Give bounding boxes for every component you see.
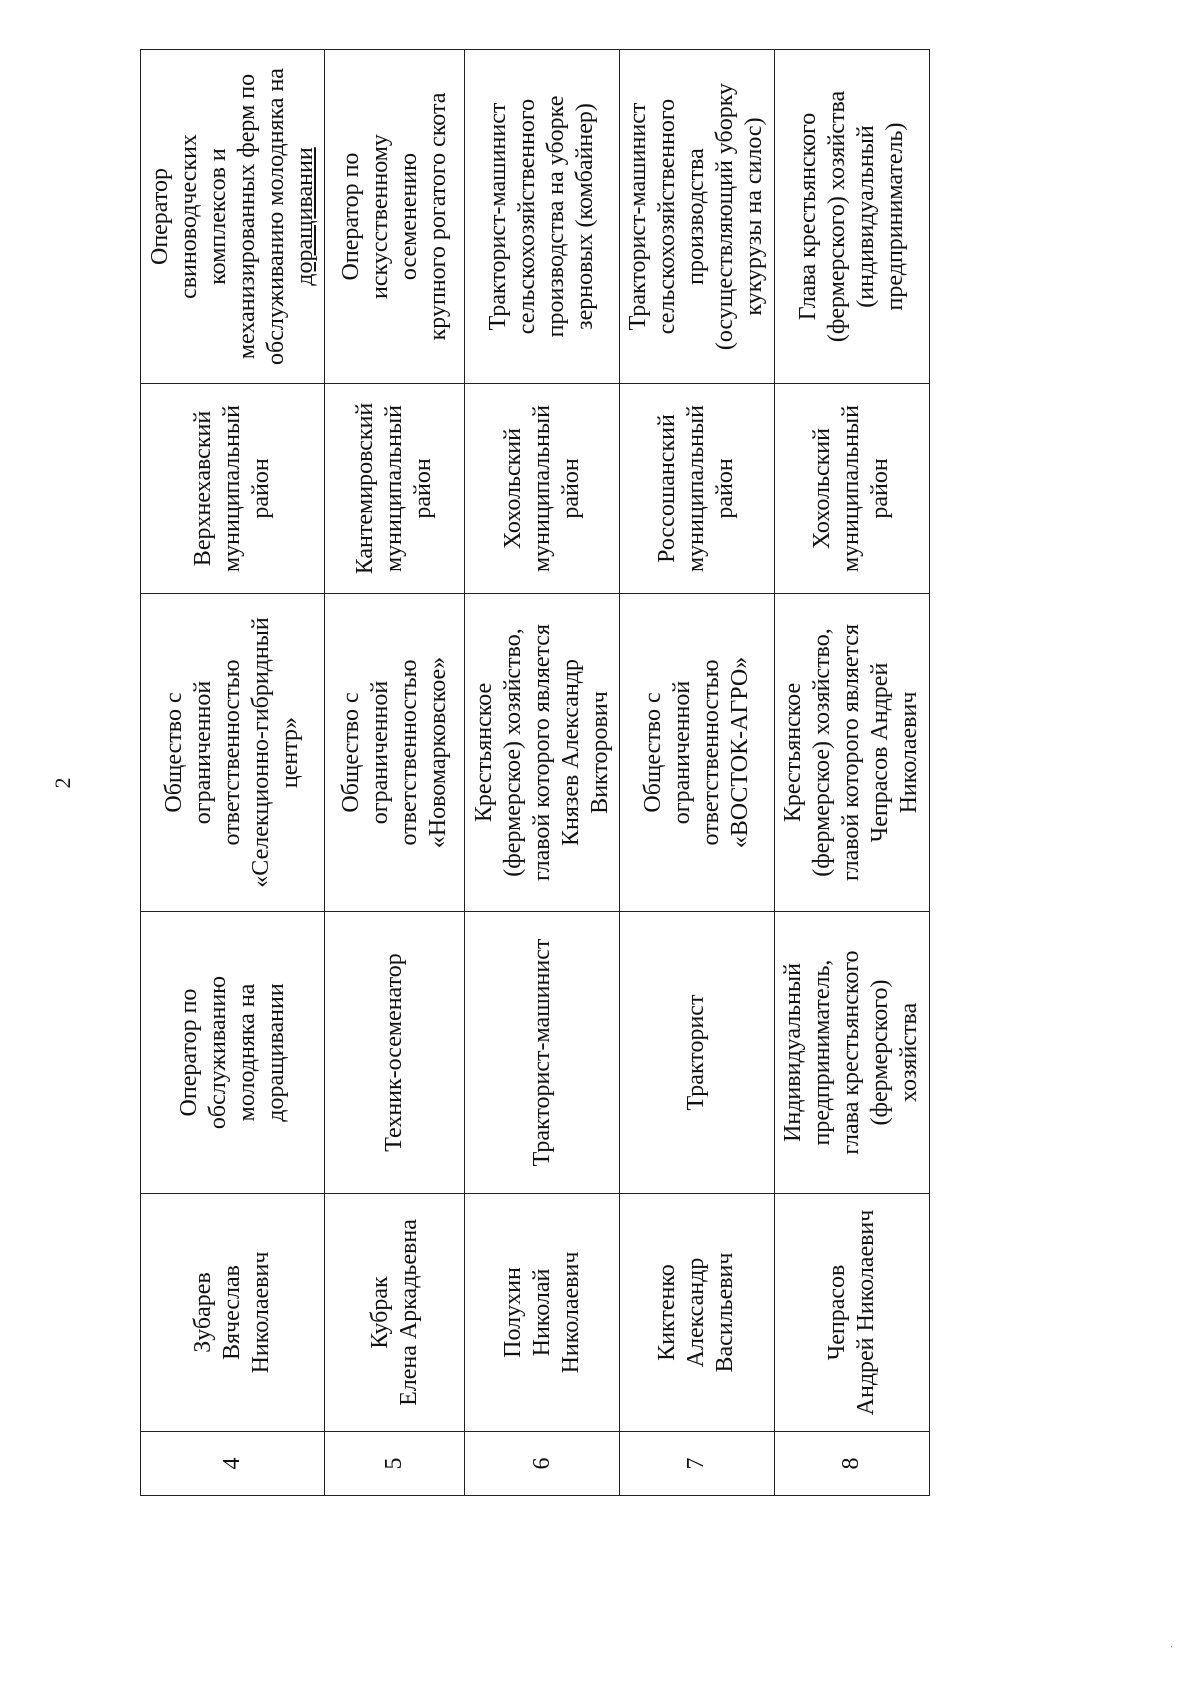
- profession-text: Оператор по искусственному осеменению крупного рогатого скота: [325, 50, 465, 384]
- job-position: Оператор по обслуживанию молодняка на доращивании: [141, 912, 325, 1194]
- organization-name: Крестьянское (фермерское) хозяйство, главой которого является Чепрасов Андрей Николаевич: [774, 594, 929, 912]
- table-row: [465, 50, 620, 1496]
- table-row: [620, 50, 775, 1496]
- table-row: [774, 50, 929, 1496]
- job-position: Тракторист-машинист: [465, 912, 620, 1194]
- row-number: 8: [774, 1432, 929, 1496]
- page-number: 2: [50, 777, 75, 789]
- district-name: Хохольский муниципальный район: [774, 384, 929, 594]
- district-name: Хохольский муниципальный район: [465, 384, 620, 594]
- rotated-table-frame: [140, 50, 930, 1496]
- district-name: Кантемировский муниципальный район: [325, 384, 465, 594]
- row-number: 6: [465, 1432, 620, 1496]
- rotated-table-container: [140, 50, 930, 1496]
- person-name: Чепрасов Андрей Николаевич: [774, 1194, 929, 1432]
- person-name: Киктенко Александр Васильевич: [620, 1194, 775, 1432]
- awards-table: [140, 49, 930, 1496]
- profession-text-underlined: доращивании: [291, 147, 318, 286]
- profession-text: Тракторист-машинист сельскохозяйственного производства (осуществляющий уборку кукурузы на силос): [620, 50, 775, 384]
- person-name: Полухин Николай Николаевич: [465, 1194, 620, 1432]
- organization-name: Общество с ограниченной ответственностью «ВОСТОК-АГРО»: [620, 594, 775, 912]
- organization-name: Крестьянское (фермерское) хозяйство, главой которого является Князев Александр Викторович: [465, 594, 620, 912]
- row-number: 4: [141, 1432, 325, 1496]
- profession-text: Глава крестьянского (фермерского) хозяйства (индивидуальный предприниматель): [774, 50, 929, 384]
- job-position: Тракторист: [620, 912, 775, 1194]
- row-number: 5: [325, 1432, 465, 1496]
- row-number: 7: [620, 1432, 775, 1496]
- district-name: Россошанский муниципальный район: [620, 384, 775, 594]
- job-position: Техник-осеменатор: [325, 912, 465, 1194]
- profession-cell: [141, 50, 325, 384]
- job-position: Индивидуальный предприниматель, глава крестьянского (фермерского) хозяйства: [774, 912, 929, 1194]
- profession-text: Тракторист-машинист сельскохозяйственного производства на уборке зерновых (комбайнер): [465, 50, 620, 384]
- person-name: Кубрак Елена Аркадьевна: [325, 1194, 465, 1432]
- table-row: [325, 50, 465, 1496]
- profession-text: Оператор свиноводческих комплексов и механизированных ферм по обслуживанию молодняка на: [146, 68, 289, 365]
- organization-name: Общество с ограниченной ответственностью «Селекционно-гибридный центр»: [141, 594, 325, 912]
- table-row: [141, 50, 325, 1496]
- scan-mark: ˌ: [1170, 1637, 1174, 1648]
- person-name: Зубарев Вячеслав Николаевич: [141, 1194, 325, 1432]
- district-name: Верхнехавский муниципальный район: [141, 384, 325, 594]
- organization-name: Общество с ограниченной ответственностью «Новомарковское»: [325, 594, 465, 912]
